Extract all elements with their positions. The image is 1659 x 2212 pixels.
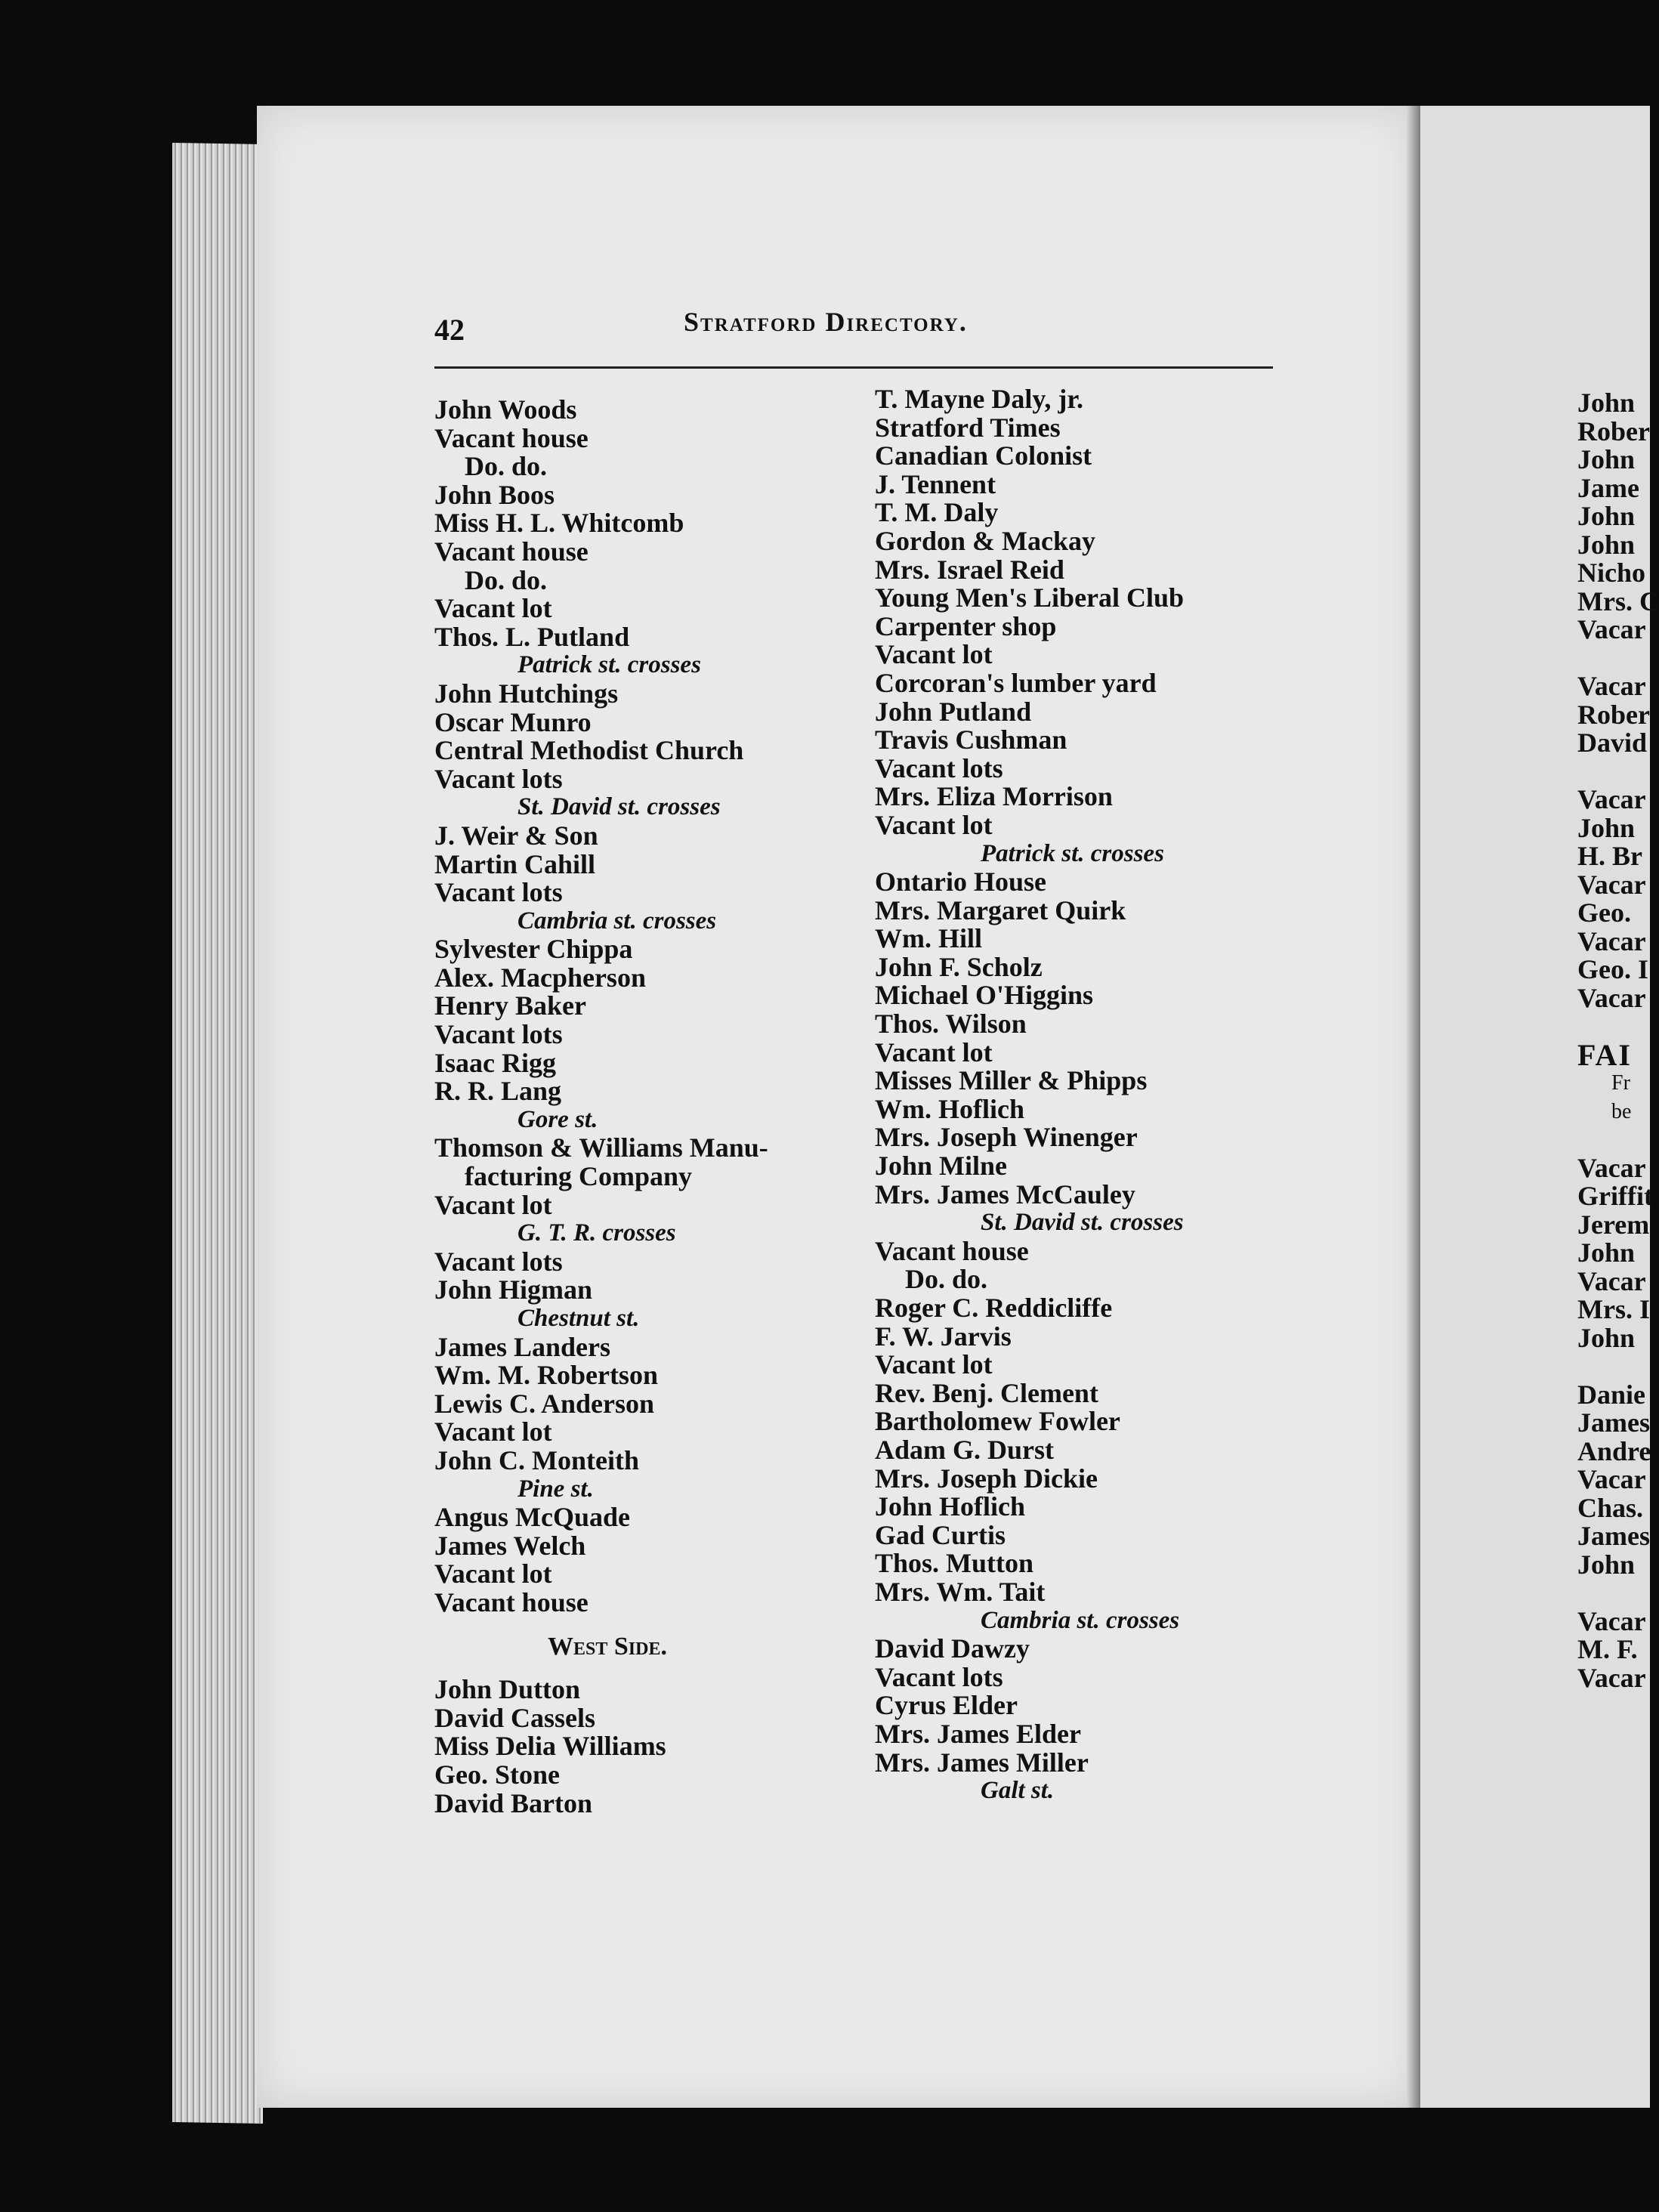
directory-entry: Geo. Stone (434, 1759, 560, 1790)
directory-entry: Wm. M. Robertson (434, 1360, 658, 1391)
facing-page-fragment: John (1577, 1237, 1636, 1268)
directory-entry: John F. Scholz (875, 951, 1043, 982)
directory-entry: John Putland (875, 696, 1032, 727)
directory-entry: Vacant lots (875, 752, 1003, 783)
directory-entry: Do. do. (465, 564, 548, 595)
directory-entry: Vacant house (434, 1586, 589, 1617)
directory-entry: Mrs. Eliza Morrison (875, 781, 1113, 812)
directory-entry: Thos. Wilson (875, 1009, 1027, 1040)
directory-entry: Vacant lots (434, 1246, 563, 1277)
spacer (434, 1661, 857, 1676)
directory-entry: Vacant lots (434, 1019, 563, 1050)
directory-entry: John Hutchings (434, 678, 619, 709)
facing-page-fragment: Vacar (1577, 869, 1646, 900)
directory-entry: Vacant house (434, 536, 589, 567)
page-header (434, 298, 1273, 347)
facing-page-fragment: Mrs. I (1577, 1294, 1650, 1324)
running-title: Stratford Directory. (684, 307, 968, 337)
facing-page-fragment: James (1577, 1407, 1650, 1438)
directory-entry: Travis Cushman (875, 724, 1067, 755)
left-column (434, 396, 857, 1818)
section-heading: West Side. (548, 1632, 667, 1661)
directory-entry: Vacant lots (434, 763, 563, 794)
facing-page-fragment: John (1577, 529, 1636, 560)
directory-entry: Vacant lots (434, 877, 563, 908)
street-crossing-label: Cambria st. crosses (981, 1606, 1180, 1634)
directory-entry: Henry Baker (434, 990, 586, 1021)
spacer (434, 1617, 857, 1633)
facing-page-fragment: Geo. (1577, 897, 1631, 928)
directory-entry: J. Tennent (875, 468, 996, 499)
directory-entry: Vacant house (434, 422, 589, 453)
directory-entry: Young Men's Liberal Club (875, 582, 1185, 613)
directory-entry: Do. do. (465, 451, 548, 482)
facing-page-fragment: Jame (1577, 472, 1639, 503)
directory-entry: Gad Curtis (875, 1519, 1006, 1550)
directory-entry: Mrs. Joseph Dickie (875, 1463, 1098, 1494)
header-rule (434, 366, 1273, 369)
directory-entry: Bartholomew Fowler (875, 1406, 1120, 1437)
directory-entry: Vacant lot (434, 593, 552, 624)
spacer (1577, 644, 1659, 673)
directory-entry: Stratford Times (875, 412, 1061, 443)
directory-entry: John Woods (434, 394, 577, 425)
directory-entry: David Barton (434, 1787, 593, 1818)
facing-page-text (1577, 389, 1659, 1692)
directory-entry: Wm. Hoflich (875, 1093, 1024, 1124)
directory-entry: Vacant lot (875, 639, 993, 670)
directory-entry: Mrs. Israel Reid (875, 554, 1064, 585)
directory-entry: Isaac Rigg (434, 1047, 556, 1078)
directory-entry: Roger C. Reddicliffe (875, 1293, 1113, 1323)
directory-entry: Mrs. Margaret Quirk (875, 894, 1126, 925)
directory-entry: Mrs. James McCauley (875, 1179, 1135, 1209)
facing-page-fragment: M. F. (1577, 1634, 1638, 1664)
street-crossing-label: Pine st. (517, 1475, 594, 1503)
directory-entry: Oscar Munro (434, 706, 592, 737)
directory-entry: Thos. Mutton (875, 1548, 1034, 1579)
directory-entry: Central Methodist Church (434, 735, 744, 766)
facing-page-fragment: Vacar (1577, 925, 1646, 956)
street-crossing-label: Patrick st. crosses (981, 839, 1164, 867)
directory-entry: John Boos (434, 479, 555, 510)
spacer (1577, 1579, 1659, 1608)
book-page-edges (172, 143, 263, 2124)
street-crossing-label: Galt st. (981, 1777, 1055, 1805)
directory-entry: Vacant lot (875, 1036, 993, 1067)
directory-entry: Carpenter shop (875, 610, 1057, 641)
street-crossing-label: Cambria st. crosses (517, 907, 717, 935)
directory-entry: Mrs. James Miller (875, 1747, 1089, 1778)
facing-page-fragment: Vacar (1577, 982, 1646, 1013)
directory-entry: facturing Company (465, 1161, 693, 1192)
directory-entry: Misses Miller & Phipps (875, 1065, 1148, 1096)
directory-entry: Do. do. (905, 1264, 988, 1295)
directory-entry: Vacant lot (875, 809, 993, 840)
directory-entry: Adam G. Durst (875, 1434, 1055, 1465)
facing-page-fragment: Vacar (1577, 1464, 1646, 1494)
spacer (1577, 1126, 1659, 1154)
street-crossing-label: St. David st. crosses (517, 793, 721, 821)
directory-entry: Miss Delia Williams (434, 1731, 666, 1762)
facing-page (1420, 106, 1659, 2108)
directory-entry: David Dawzy (875, 1633, 1030, 1664)
directory-entry: Vacant lot (434, 1189, 552, 1220)
facing-page-fragment: Vacar (1577, 784, 1646, 814)
spacer (1577, 1352, 1659, 1381)
facing-page-fragment: Vacar (1577, 614, 1646, 644)
directory-entry: Canadian Colonist (875, 440, 1092, 471)
directory-entry: Mrs. James Elder (875, 1718, 1081, 1749)
directory-entry: Thos. L. Putland (434, 621, 630, 652)
directory-entry: Vacant lot (434, 1559, 552, 1589)
facing-page-fragment: James (1577, 1521, 1650, 1551)
facing-page-fragment: John (1577, 1322, 1636, 1353)
street-crossing-label: Chestnut st. (517, 1305, 640, 1332)
facing-page-fragment: Vacar (1577, 1605, 1646, 1636)
facing-page-fragment: David (1577, 728, 1648, 758)
street-crossing-label: Gore st. (517, 1105, 598, 1133)
facing-page-fragment: John (1577, 1549, 1636, 1580)
facing-page-fragment: Nicho (1577, 558, 1645, 588)
facing-page-fragment: Danie (1577, 1379, 1645, 1410)
directory-entry: Michael O'Higgins (875, 980, 1094, 1011)
directory-entry: Mrs. Wm. Tait (875, 1576, 1046, 1607)
directory-entry: Lewis C. Anderson (434, 1388, 655, 1419)
facing-page-fragment: Vacar (1577, 1662, 1646, 1693)
directory-entry: John Higman (434, 1274, 593, 1305)
directory-entry: Angus McQuade (434, 1502, 631, 1533)
directory-entry: John C. Monteith (434, 1444, 640, 1475)
directory-entry: John Hoflich (875, 1491, 1026, 1522)
facing-page-fragment: Vacar (1577, 671, 1646, 701)
facing-page-fragment: FAI (1577, 1037, 1632, 1072)
directory-entry: John Dutton (434, 1674, 581, 1705)
directory-entry: Miss H. L. Whitcomb (434, 508, 684, 539)
facing-page-fragment: Rober (1577, 416, 1650, 446)
directory-entry: Thomson & Williams Manu- (434, 1132, 768, 1163)
directory-entry: James Welch (434, 1530, 586, 1561)
right-column (875, 385, 1343, 1806)
directory-entry: T. Mayne Daly, jr. (875, 384, 1083, 414)
directory-entry: Wm. Hill (875, 923, 982, 954)
facing-page-fragment: Mrs. C (1577, 585, 1659, 616)
facing-page-fragment: H. Br (1577, 841, 1642, 871)
directory-entry: Vacant lot (434, 1416, 552, 1447)
facing-page-fragment: Griffit (1577, 1181, 1653, 1211)
directory-entry: Alex. Macpherson (434, 962, 646, 993)
facing-page-fragment: Andre (1577, 1435, 1651, 1466)
facing-page-fragment: John (1577, 501, 1636, 531)
facing-page-fragment: Rober (1577, 699, 1650, 730)
street-crossing-label: St. David st. crosses (981, 1209, 1184, 1237)
facing-page-fragment: John (1577, 388, 1636, 418)
directory-entry: Martin Cahill (434, 848, 595, 879)
facing-page-fragment: be (1611, 1099, 1632, 1123)
directory-entry: David Cassels (434, 1702, 596, 1733)
directory-entry: Vacant lot (875, 1349, 993, 1380)
directory-entry: J. Weir & Son (434, 820, 598, 851)
directory-entry: T. M. Daly (875, 497, 999, 528)
directory-entry: Cyrus Elder (875, 1690, 1018, 1721)
facing-page-fragment: John (1577, 812, 1636, 843)
directory-entry: Ontario House (875, 867, 1047, 897)
directory-entry: Gordon & Mackay (875, 525, 1095, 556)
directory-entry: R. R. Lang (434, 1076, 562, 1107)
facing-page-fragment: John (1577, 444, 1636, 474)
facing-page-fragment: Geo. I (1577, 954, 1648, 984)
directory-entry: Corcoran's lumber yard (875, 667, 1157, 698)
directory-entry: James Landers (434, 1331, 610, 1362)
directory-entry: Mrs. Joseph Winenger (875, 1122, 1138, 1153)
directory-entry: F. W. Jarvis (875, 1321, 1012, 1352)
facing-page-fragment: Fr (1611, 1071, 1630, 1095)
page-number: 42 (434, 313, 465, 347)
facing-page-fragment: Vacar (1577, 1265, 1646, 1296)
street-crossing-label: G. T. R. crosses (517, 1219, 676, 1247)
spacer (1577, 1012, 1659, 1041)
directory-entry: Vacant house (875, 1235, 1029, 1266)
directory-entry: John Milne (875, 1151, 1008, 1182)
facing-page-fragment: Vacar (1577, 1152, 1646, 1183)
street-crossing-label: Patrick st. crosses (517, 651, 701, 679)
facing-page-fragment: Jerem (1577, 1209, 1650, 1240)
facing-page-fragment: Chas. (1577, 1492, 1644, 1523)
spacer (1577, 758, 1659, 786)
directory-entry: Sylvester Chippa (434, 934, 633, 965)
directory-entry: Vacant lots (875, 1661, 1003, 1692)
directory-entry: Rev. Benj. Clement (875, 1377, 1098, 1408)
